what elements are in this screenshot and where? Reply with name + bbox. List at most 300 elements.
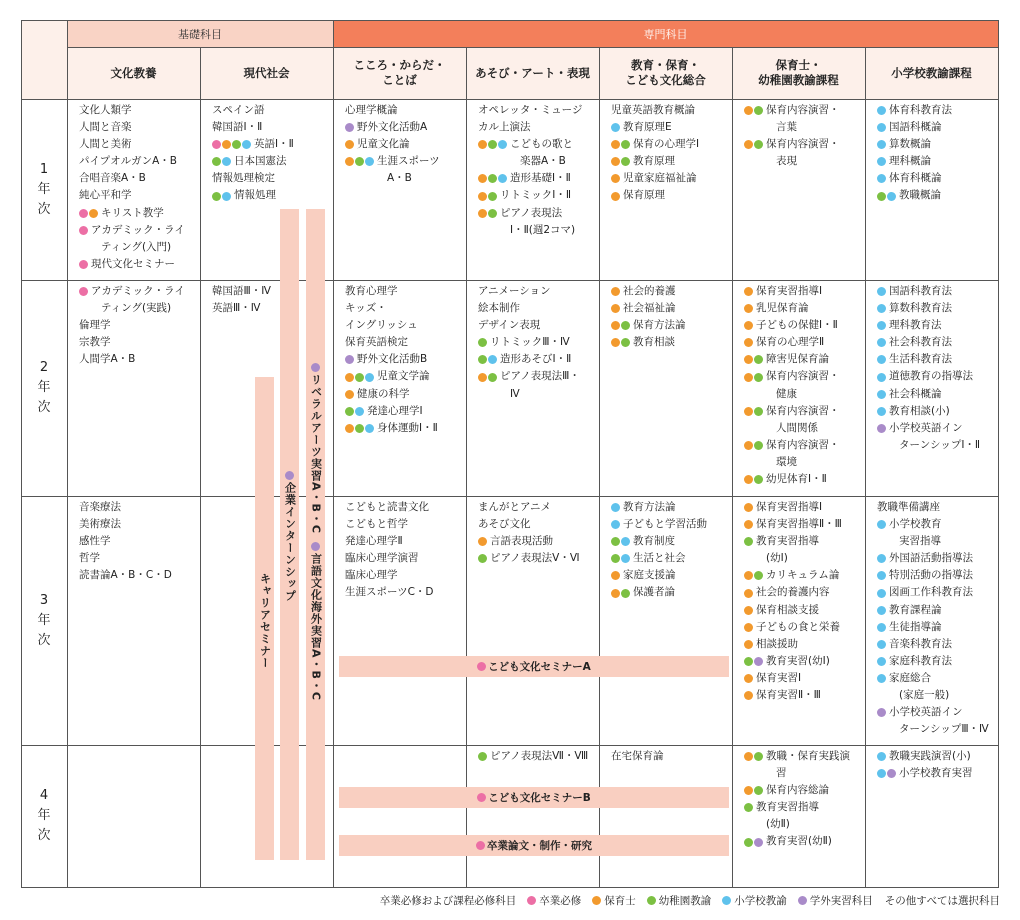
course-item (478, 136, 599, 153)
green-requirement-dot (744, 537, 753, 546)
orange-requirement-dot (222, 140, 231, 149)
course-name: 在宅保育論 (611, 750, 664, 762)
orange-requirement-dot (744, 786, 753, 795)
green-requirement-dot (754, 786, 763, 795)
course-name: ピアノ表現法Ⅲ・ (500, 370, 580, 383)
legend (0, 893, 1000, 908)
course-item (345, 386, 466, 403)
course-name: 保育の心理学Ⅰ (633, 138, 700, 151)
course-name: 言葉 (776, 121, 797, 134)
course-name: A・B (387, 172, 412, 185)
course-item (611, 567, 732, 584)
seminar-b-label: こども文化セミナーB (488, 792, 591, 804)
course-name: 社会的養護 (623, 285, 676, 297)
course-name: 児童文学論 (377, 370, 430, 383)
purple-requirement-dot (345, 355, 354, 364)
orange-requirement-dot (611, 174, 620, 183)
course-item (345, 403, 466, 420)
course-name: キリスト教学 (101, 206, 164, 219)
column-header-modern-society: 現代社会 (243, 65, 290, 80)
course-name: 教職・保育実践演 (766, 750, 850, 762)
year-label-1 (21, 99, 67, 280)
course-name: 野外文化活動A (357, 121, 428, 134)
course-name: 幼児体育Ⅰ・Ⅱ (766, 473, 827, 486)
pink-requirement-dot (79, 209, 88, 218)
orange-requirement-dot (89, 209, 98, 218)
course-item (79, 205, 200, 222)
course-name: アニメーション (478, 285, 551, 297)
course-name: 教職準備講座 (877, 501, 940, 513)
green-requirement-dot (355, 157, 364, 166)
course-name: 日本国憲法 (234, 155, 287, 168)
orange-requirement-dot (744, 475, 753, 484)
blue-requirement-dot (877, 338, 886, 347)
course-cell-y1-c7 (865, 99, 998, 205)
course-cell-y1-c2 (200, 99, 333, 205)
course-item (345, 368, 466, 385)
year-label-part: 年 (37, 380, 51, 395)
legend-item-pink (527, 893, 581, 908)
green-requirement-dot (355, 424, 364, 433)
column-header-education-childcare: 教育・保育・ こども文化総合 (625, 58, 706, 87)
course-item (877, 602, 998, 619)
course-name: 国語科教育法 (889, 285, 952, 297)
green-requirement-dot (212, 157, 221, 166)
course-item (744, 584, 865, 601)
course-name: 倫理学 (79, 319, 111, 332)
course-item (345, 584, 466, 601)
course-item (478, 499, 599, 516)
course-name: アカデミック・ライ (91, 285, 185, 297)
course-item (611, 153, 732, 170)
year-label-2 (21, 280, 67, 496)
course-cell-y2-c5 (599, 280, 732, 351)
grid-line (200, 47, 201, 887)
course-cell-y3-c1 (67, 496, 200, 584)
course-item (212, 170, 333, 187)
course-name: 合唱音楽A・B (79, 172, 146, 185)
course-name: 感性学 (79, 535, 111, 548)
course-item (478, 222, 599, 239)
course-item (345, 351, 466, 368)
course-name: 環境 (776, 455, 797, 468)
course-item (345, 533, 466, 550)
course-name: 人間関係 (776, 421, 818, 434)
legend-label: 小学校教諭 (734, 895, 787, 907)
course-item (478, 317, 599, 334)
green-requirement-dot (478, 355, 487, 364)
course-name: ターンシップⅢ・Ⅳ (899, 723, 989, 736)
course-item (744, 748, 865, 765)
course-item (744, 119, 865, 136)
course-name: 習 (776, 767, 787, 780)
course-name: 算数科教育法 (889, 302, 952, 315)
course-name: 図画工作科教育法 (889, 586, 973, 599)
course-cell-y2-c6 (732, 280, 865, 488)
course-item (611, 533, 732, 550)
kodomo-seminar-b-bar (339, 787, 729, 808)
grid-line (21, 887, 998, 888)
green-legend-dot (647, 896, 656, 905)
course-name: 子どもの食と栄養 (756, 620, 840, 633)
course-item (478, 368, 599, 385)
liberal-arts-bar (306, 209, 325, 860)
course-item (345, 283, 466, 300)
course-item (877, 653, 998, 670)
grid-line (67, 47, 998, 48)
course-item (611, 187, 732, 204)
legend-label: 卒業必修 (539, 895, 582, 907)
course-item (212, 153, 333, 170)
grid-line (21, 99, 998, 100)
course-name: 体育科概論 (889, 172, 942, 185)
orange-requirement-dot (478, 373, 487, 382)
course-name: 情報処理 (234, 189, 276, 202)
blue-requirement-dot (877, 589, 886, 598)
course-name: ピアノ表現法Ⅶ・Ⅷ (490, 750, 589, 762)
course-cell-y2-c7 (865, 280, 998, 454)
course-item (478, 386, 599, 403)
course-name: 保育実習指導Ⅱ・Ⅲ (756, 518, 842, 531)
green-requirement-dot (621, 321, 630, 330)
course-item (79, 187, 200, 204)
column-header-heart-body-words: こころ・からだ・ ことば (353, 58, 446, 87)
green-requirement-dot (621, 157, 630, 166)
legend-label: 幼稚園教諭 (658, 895, 712, 907)
grid-line (599, 47, 600, 887)
course-item (79, 256, 200, 273)
blue-requirement-dot (877, 373, 886, 382)
blue-requirement-dot (611, 503, 620, 512)
course-item (744, 403, 865, 420)
green-requirement-dot (621, 338, 630, 347)
course-name: 理科概論 (889, 155, 931, 168)
course-name: 生涯スポーツ (377, 155, 440, 168)
green-requirement-dot (754, 407, 763, 416)
course-cell-y3-c5 (599, 496, 732, 602)
green-requirement-dot (754, 106, 763, 115)
course-name: リトミックⅠ・Ⅱ (500, 189, 572, 202)
course-name: 算数概論 (889, 138, 931, 151)
grid-line (732, 47, 733, 887)
orange-requirement-dot (744, 355, 753, 364)
course-item (744, 619, 865, 636)
course-name: イングリッシュ (345, 319, 418, 332)
green-requirement-dot (754, 441, 763, 450)
blue-requirement-dot (877, 674, 886, 683)
course-item (744, 687, 865, 704)
course-item (744, 368, 865, 385)
green-requirement-dot (488, 140, 497, 149)
orange-requirement-dot (744, 606, 753, 615)
orange-requirement-dot (478, 209, 487, 218)
course-name: 言語表現活動 (490, 535, 553, 548)
course-name: 子どもの保健Ⅰ・Ⅱ (756, 319, 838, 332)
course-item (212, 119, 333, 136)
orange-requirement-dot (611, 338, 620, 347)
legend-item-orange (592, 893, 636, 908)
course-name: 人間学A・B (79, 353, 136, 366)
course-name: (家庭一般) (899, 689, 950, 702)
course-name: 社会福祉論 (623, 302, 676, 315)
year-label-4 (21, 745, 67, 887)
course-name: 外国語活動指導法 (889, 552, 973, 565)
course-item (79, 334, 200, 351)
course-name: 児童文化論 (357, 138, 410, 151)
course-item (744, 636, 865, 653)
blue-requirement-dot (877, 769, 886, 778)
orange-requirement-dot (744, 674, 753, 683)
blue-requirement-dot (877, 140, 886, 149)
course-item (877, 317, 998, 334)
course-name: 教育原理 (633, 155, 675, 168)
green-requirement-dot (478, 338, 487, 347)
course-name: 英語Ⅰ・Ⅱ (254, 138, 294, 151)
course-item (345, 170, 466, 187)
orange-requirement-dot (744, 503, 753, 512)
course-item (877, 102, 998, 119)
course-name: リトミックⅢ・Ⅳ (490, 336, 570, 349)
course-cell-y4-c5 (599, 745, 732, 765)
course-cell-y2-c4 (466, 280, 599, 403)
green-requirement-dot (744, 803, 753, 812)
year-label-part: 3 (39, 592, 49, 608)
course-name: 人間と音楽 (79, 121, 132, 134)
course-item (877, 403, 998, 420)
course-name: 生活と社会 (633, 552, 686, 565)
orange-requirement-dot (345, 390, 354, 399)
green-requirement-dot (754, 752, 763, 761)
course-name: 保育相談支援 (756, 603, 819, 616)
course-item (79, 239, 200, 256)
course-name: 現代文化セミナー (91, 257, 175, 270)
course-name: 心理学概論 (345, 104, 398, 116)
course-name: (幼Ⅱ) (766, 818, 790, 831)
green-requirement-dot (621, 140, 630, 149)
course-item (877, 636, 998, 653)
course-name: 発達心理学Ⅰ (367, 404, 423, 417)
career-seminar-label: キャリアセミナー (258, 573, 272, 669)
purple-legend-dot (798, 896, 807, 905)
blue-requirement-dot (365, 157, 374, 166)
year-label-part: 年 (37, 181, 51, 197)
column-header-elementary: 小学校教諭課程 (891, 65, 972, 80)
orange-requirement-dot (611, 287, 620, 296)
course-name: Ⅰ・Ⅱ(週2コマ) (510, 223, 576, 236)
orange-legend-dot (592, 896, 601, 905)
course-cell-y4-c6 (732, 745, 865, 851)
green-requirement-dot (754, 373, 763, 382)
course-name: 児童家庭福祉論 (623, 172, 697, 185)
course-name: 教育原理E (623, 121, 672, 134)
course-item (611, 136, 732, 153)
blue-requirement-dot (887, 192, 896, 201)
course-item (345, 499, 466, 516)
legend-note: その他すべては選択科目 (884, 895, 1000, 907)
course-item (877, 687, 998, 704)
course-name: 子どもと学習活動 (623, 518, 707, 531)
course-name: 絵本制作 (478, 302, 520, 315)
course-item (877, 765, 998, 782)
course-name: 教育制度 (633, 535, 675, 548)
blue-requirement-dot (877, 752, 886, 761)
course-name: 教育実習指導 (756, 801, 819, 814)
course-item (877, 119, 998, 136)
blue-requirement-dot (877, 106, 886, 115)
green-requirement-dot (355, 373, 364, 382)
course-item (744, 799, 865, 816)
course-item (744, 567, 865, 584)
course-item (478, 748, 599, 765)
blue-requirement-dot (877, 174, 886, 183)
pink-requirement-dot (79, 287, 88, 296)
course-item (79, 351, 200, 368)
course-item (212, 102, 333, 119)
course-name: 臨床心理学 (345, 569, 398, 582)
year-label-part: 4 (39, 788, 49, 803)
course-name: カリキュラム論 (766, 569, 840, 582)
grid-line (466, 47, 467, 887)
green-requirement-dot (488, 373, 497, 382)
blue-requirement-dot (877, 321, 886, 330)
green-requirement-dot (744, 657, 753, 666)
orange-requirement-dot (611, 157, 620, 166)
purple-requirement-dot (887, 769, 896, 778)
course-cell-y3-c6 (732, 496, 865, 704)
purple-requirement-dot (877, 708, 886, 717)
course-item (744, 334, 865, 351)
language-dot (311, 542, 320, 551)
basic-subjects-label: 基礎科目 (178, 27, 222, 41)
course-item (478, 351, 599, 368)
purple-requirement-dot (754, 838, 763, 847)
blue-requirement-dot (488, 355, 497, 364)
grid-line (998, 20, 999, 888)
course-cell-y2-c3 (333, 280, 466, 437)
course-name: カル上演法 (478, 121, 531, 134)
course-cell-y1-c5 (599, 99, 732, 205)
blue-requirement-dot (222, 157, 231, 166)
course-name: 教育相談(小) (889, 404, 950, 417)
course-name: 教育実習指導 (756, 535, 819, 548)
course-name: まんがとアニメ (478, 501, 551, 513)
green-requirement-dot (611, 537, 620, 546)
course-cell-y2-c1 (67, 280, 200, 368)
purple-requirement-dot (754, 657, 763, 666)
internship-label: 企業インターンシップ (282, 471, 298, 602)
course-item (611, 499, 732, 516)
green-requirement-dot (754, 475, 763, 484)
course-item (744, 782, 865, 799)
language-abroad-label: 言語文化海外実習A・B・C (309, 552, 323, 701)
course-item (744, 602, 865, 619)
course-item (877, 567, 998, 584)
course-item (611, 283, 732, 300)
orange-requirement-dot (744, 140, 753, 149)
orange-requirement-dot (744, 752, 753, 761)
course-item (79, 119, 200, 136)
orange-requirement-dot (345, 424, 354, 433)
course-name: 国語科概論 (889, 121, 942, 134)
year-label-part: 次 (37, 828, 51, 843)
course-item (611, 334, 732, 351)
course-name: 相談援助 (756, 637, 798, 650)
course-item (345, 516, 466, 533)
course-name: 健康 (776, 387, 797, 400)
course-item (877, 437, 998, 454)
orange-requirement-dot (611, 140, 620, 149)
legend-item-purple (798, 893, 873, 908)
orange-requirement-dot (611, 589, 620, 598)
course-name: ピアノ表現法Ⅴ・Ⅵ (490, 552, 580, 565)
orange-requirement-dot (744, 321, 753, 330)
green-requirement-dot (345, 407, 354, 416)
legend-title: 卒業必修および課程必修科目 (379, 895, 517, 907)
purple-requirement-dot (345, 123, 354, 132)
course-item (79, 317, 200, 334)
blue-legend-dot (722, 896, 731, 905)
orange-requirement-dot (744, 441, 753, 450)
course-name: 乳児保育論 (756, 302, 809, 315)
course-item (79, 170, 200, 187)
course-name: 音楽療法 (79, 501, 121, 513)
orange-requirement-dot (744, 520, 753, 529)
green-requirement-dot (488, 192, 497, 201)
course-item (345, 119, 466, 136)
pink-requirement-dot (212, 140, 221, 149)
course-item (478, 300, 599, 317)
course-item (478, 516, 599, 533)
orange-requirement-dot (478, 537, 487, 546)
course-item (345, 153, 466, 170)
blue-requirement-dot (877, 640, 886, 649)
year-column-header (21, 20, 67, 99)
course-item (877, 670, 998, 687)
course-name: 保護者論 (633, 586, 675, 599)
thesis-dot (476, 841, 485, 850)
orange-requirement-dot (611, 571, 620, 580)
course-item (877, 550, 998, 567)
course-item (478, 119, 599, 136)
column-header-childcare-kindergarten: 保育士・ 幼稚園教諭課程 (758, 58, 839, 87)
blue-requirement-dot (877, 407, 886, 416)
course-item (877, 170, 998, 187)
course-item (212, 136, 333, 153)
course-name: 実習指導 (899, 535, 941, 548)
course-item (79, 533, 200, 550)
course-item (478, 102, 599, 119)
course-item (744, 471, 865, 488)
career-seminar-bar (255, 377, 274, 860)
course-name: (幼Ⅰ) (766, 552, 788, 565)
course-item (611, 516, 732, 533)
course-name: 小学校教育 (889, 518, 942, 531)
course-name: ピアノ表現法 (500, 206, 563, 219)
course-name: 児童英語教育概論 (611, 104, 695, 116)
green-requirement-dot (478, 752, 487, 761)
blue-requirement-dot (877, 157, 886, 166)
year-label-part: 年 (37, 808, 51, 823)
grid-line (21, 280, 998, 281)
orange-requirement-dot (744, 691, 753, 700)
legend-label: 学外実習科目 (809, 895, 873, 907)
blue-requirement-dot (621, 554, 630, 563)
course-name: こどもと読書文化 (345, 501, 429, 513)
course-item (345, 420, 466, 437)
course-item (877, 368, 998, 385)
course-item (79, 499, 200, 516)
grid-line (21, 20, 22, 887)
